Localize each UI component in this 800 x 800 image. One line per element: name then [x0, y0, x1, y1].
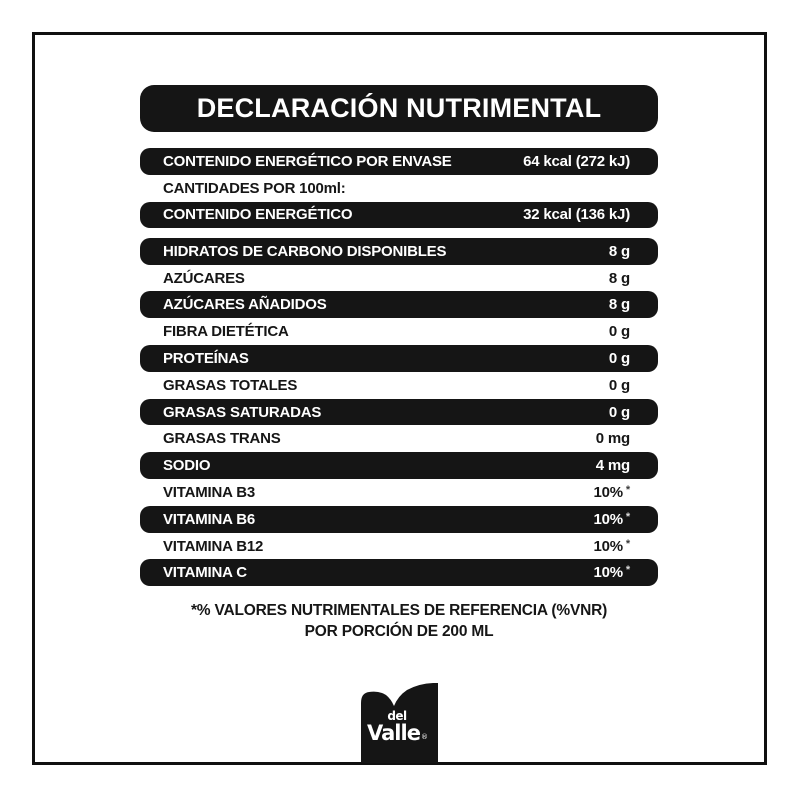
footnote	[140, 600, 658, 642]
vnr-asterisk: *	[625, 483, 630, 496]
logo-text-valle	[361, 723, 433, 744]
row-label: GRASAS TOTALES	[163, 376, 298, 394]
row-value: 32 kcal (136 kJ)	[523, 206, 630, 224]
vnr-asterisk: *	[625, 510, 630, 523]
row-label: CONTENIDO ENERGÉTICO	[163, 206, 353, 224]
row-label: GRASAS SATURADAS	[163, 403, 322, 421]
row-value: 0 g	[608, 403, 630, 421]
row-value: 0 g	[608, 323, 630, 341]
registered-mark-icon: ®	[420, 733, 428, 741]
table-row	[140, 479, 658, 506]
table-row	[140, 175, 658, 202]
row-label: VITAMINA B12	[163, 537, 264, 555]
row-label: AZÚCARES	[163, 269, 245, 287]
row-value: 4 mg	[595, 457, 630, 475]
table-row	[140, 506, 658, 533]
vnr-asterisk: *	[625, 537, 630, 550]
row-value: 64 kcal (272 kJ)	[523, 152, 630, 170]
row-label: FIBRA DIETÉTICA	[163, 323, 289, 341]
row-value: 10% *	[593, 483, 630, 501]
table-row	[140, 372, 658, 399]
row-label: VITAMINA B6	[163, 510, 255, 528]
footnote-line2: POR PORCIÓN DE 200 ML	[304, 623, 494, 640]
label-frame	[32, 32, 767, 765]
row-label: CANTIDADES POR 100ml:	[163, 179, 346, 197]
table-row	[140, 202, 658, 229]
table-section-gap	[140, 228, 658, 238]
logo-text-del: del	[387, 709, 407, 723]
title-bar	[140, 85, 658, 132]
row-value: 8 g	[608, 269, 630, 287]
table-row	[140, 291, 658, 318]
row-value: 0 mg	[595, 430, 630, 448]
row-label: VITAMINA B3	[163, 483, 255, 501]
del-valle-logo	[361, 683, 438, 763]
row-value: 10% *	[593, 510, 630, 528]
table-row	[140, 265, 658, 292]
row-label: AZÚCARES AÑADIDOS	[163, 296, 327, 314]
row-value: 8 g	[608, 296, 630, 314]
row-label: HIDRATOS DE CARBONO DISPONIBLES	[163, 242, 447, 260]
footnote-line1: *% VALORES NUTRIMENTALES DE REFERENCIA (%VNR)	[190, 602, 608, 619]
table-row	[140, 452, 658, 479]
row-label: CONTENIDO ENERGÉTICO POR ENVASE	[163, 152, 452, 170]
row-value: 8 g	[608, 242, 630, 260]
row-label: VITAMINA C	[163, 564, 247, 582]
vnr-asterisk: *	[625, 564, 630, 577]
row-label: GRASAS TRANS	[163, 430, 281, 448]
row-label: PROTEÍNAS	[163, 349, 249, 367]
table-row	[140, 318, 658, 345]
nutrition-table	[140, 148, 658, 586]
table-row	[140, 559, 658, 586]
table-row	[140, 399, 658, 426]
row-value: 0 g	[608, 376, 630, 394]
table-row	[140, 345, 658, 372]
table-row	[140, 533, 658, 560]
row-value: 0 g	[608, 349, 630, 367]
table-row	[140, 238, 658, 265]
table-row	[140, 148, 658, 175]
table-row	[140, 425, 658, 452]
row-value: 10% *	[593, 564, 630, 582]
row-value: 10% *	[593, 537, 630, 555]
page-title: DECLARACIÓN NUTRIMENTAL	[196, 93, 602, 123]
row-label: SODIO	[163, 457, 211, 475]
logo-valle-word: Valle	[367, 721, 420, 745]
logo-wordmark	[361, 710, 433, 744]
